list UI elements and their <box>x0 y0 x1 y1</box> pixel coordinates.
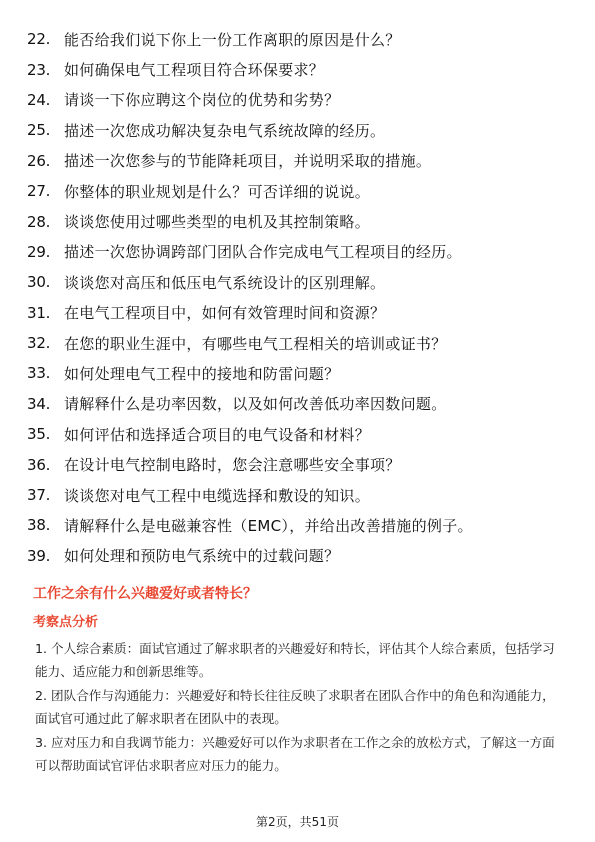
question-text: 如何处理和预防电气系统中的过载问题？ <box>64 547 340 566</box>
question-number: 35. <box>27 425 51 444</box>
question-number: 24. <box>27 90 51 109</box>
list-item <box>27 298 572 328</box>
question-list <box>27 24 572 571</box>
analysis-point: 2. 团队合作与沟通能力：兴趣爱好和特长往往反映了求职者在团队合作中的角色和沟通能力，面试官可通过此了解求职者在团队中的表现。 <box>35 687 555 727</box>
question-number: 38. <box>27 516 51 535</box>
list-item <box>27 328 572 358</box>
list-item <box>27 237 572 267</box>
question-text: 谈谈您对高压和低压电气系统设计的区别理解。 <box>64 273 386 292</box>
list-item <box>27 389 572 419</box>
list-item <box>27 449 572 479</box>
list-item <box>27 146 572 176</box>
list-item <box>27 85 572 115</box>
question-text: 在设计电气控制电路时，您会注意哪些安全事项？ <box>64 456 401 475</box>
list-item <box>27 206 572 236</box>
question-number: 29. <box>27 242 51 261</box>
question-text: 如何处理电气工程中的接地和防雷问题？ <box>64 364 340 383</box>
analysis-point: 1. 个人综合素质：面试官通过了解求职者的兴趣爱好和特长，评估其个人综合素质，包括学习能力、适应能力和创新思维等。 <box>35 641 555 680</box>
question-number: 34. <box>27 394 51 413</box>
question-text: 描述一次您协调跨部门团队合作完成电气工程项目的经历。 <box>64 243 462 262</box>
question-text: 在电气工程项目中，如何有效管理时间和资源？ <box>64 304 386 323</box>
analysis-heading: 考察点分析 <box>33 615 99 630</box>
question-number: 37. <box>27 486 51 505</box>
list-item <box>27 24 572 54</box>
question-text: 谈谈您对电气工程中电缆选择和敷设的知识。 <box>64 486 371 505</box>
question-text: 如何确保电气工程项目符合环保要求？ <box>64 61 325 80</box>
question-number: 36. <box>27 455 51 474</box>
list-item <box>27 480 572 510</box>
question-text: 你整体的职业规划是什么？可否详细的说说。 <box>64 182 371 201</box>
analysis-point: 3. 应对压力和自我调节能力：兴趣爱好可以作为求职者在工作之余的放松方式，了解这一方面可以帮助面试官评估求职者应对压力的能力。 <box>35 734 555 774</box>
question-number: 23. <box>27 60 51 79</box>
question-text: 能否给我们说下你上一份工作离职的原因是什么？ <box>64 30 401 49</box>
list-item <box>27 267 572 297</box>
question-number: 32. <box>27 334 51 353</box>
question-number: 25. <box>27 121 51 140</box>
page-footer: 第2页，共51页 <box>256 815 339 829</box>
question-number: 27. <box>27 182 51 201</box>
list-item <box>27 54 572 84</box>
list-item <box>27 358 572 388</box>
question-text: 请解释什么是功率因数，以及如何改善低功率因数问题。 <box>64 395 447 414</box>
question-number: 30. <box>27 273 51 292</box>
question-text: 请解释什么是电磁兼容性（EMC），并给出改善措施的例子。 <box>64 516 473 535</box>
question-number: 31. <box>27 303 51 322</box>
question-number: 33. <box>27 364 51 383</box>
question-text: 描述一次您参与的节能降耗项目，并说明采取的措施。 <box>64 152 432 171</box>
list-item <box>27 176 572 206</box>
question-text: 如何评估和选择适合项目的电气设备和材料？ <box>64 425 371 444</box>
question-number: 28. <box>27 212 51 231</box>
question-number: 39. <box>27 546 51 565</box>
list-item <box>27 115 572 145</box>
question-number: 26. <box>27 151 51 170</box>
analysis-body <box>35 637 565 777</box>
question-text: 请谈一下你应聘这个岗位的优势和劣势？ <box>64 91 340 110</box>
question-text: 在您的职业生涯中，有哪些电气工程相关的培训或证书？ <box>64 334 447 353</box>
section-heading: 工作之余有什么兴趣爱好或者特长？ <box>33 586 257 602</box>
list-item <box>27 419 572 449</box>
list-item <box>27 541 572 571</box>
question-text: 谈谈您使用过哪些类型的电机及其控制策略。 <box>64 213 371 232</box>
list-item <box>27 510 572 540</box>
question-text: 描述一次您成功解决复杂电气系统故障的经历。 <box>64 121 386 140</box>
question-number: 22. <box>27 30 51 49</box>
